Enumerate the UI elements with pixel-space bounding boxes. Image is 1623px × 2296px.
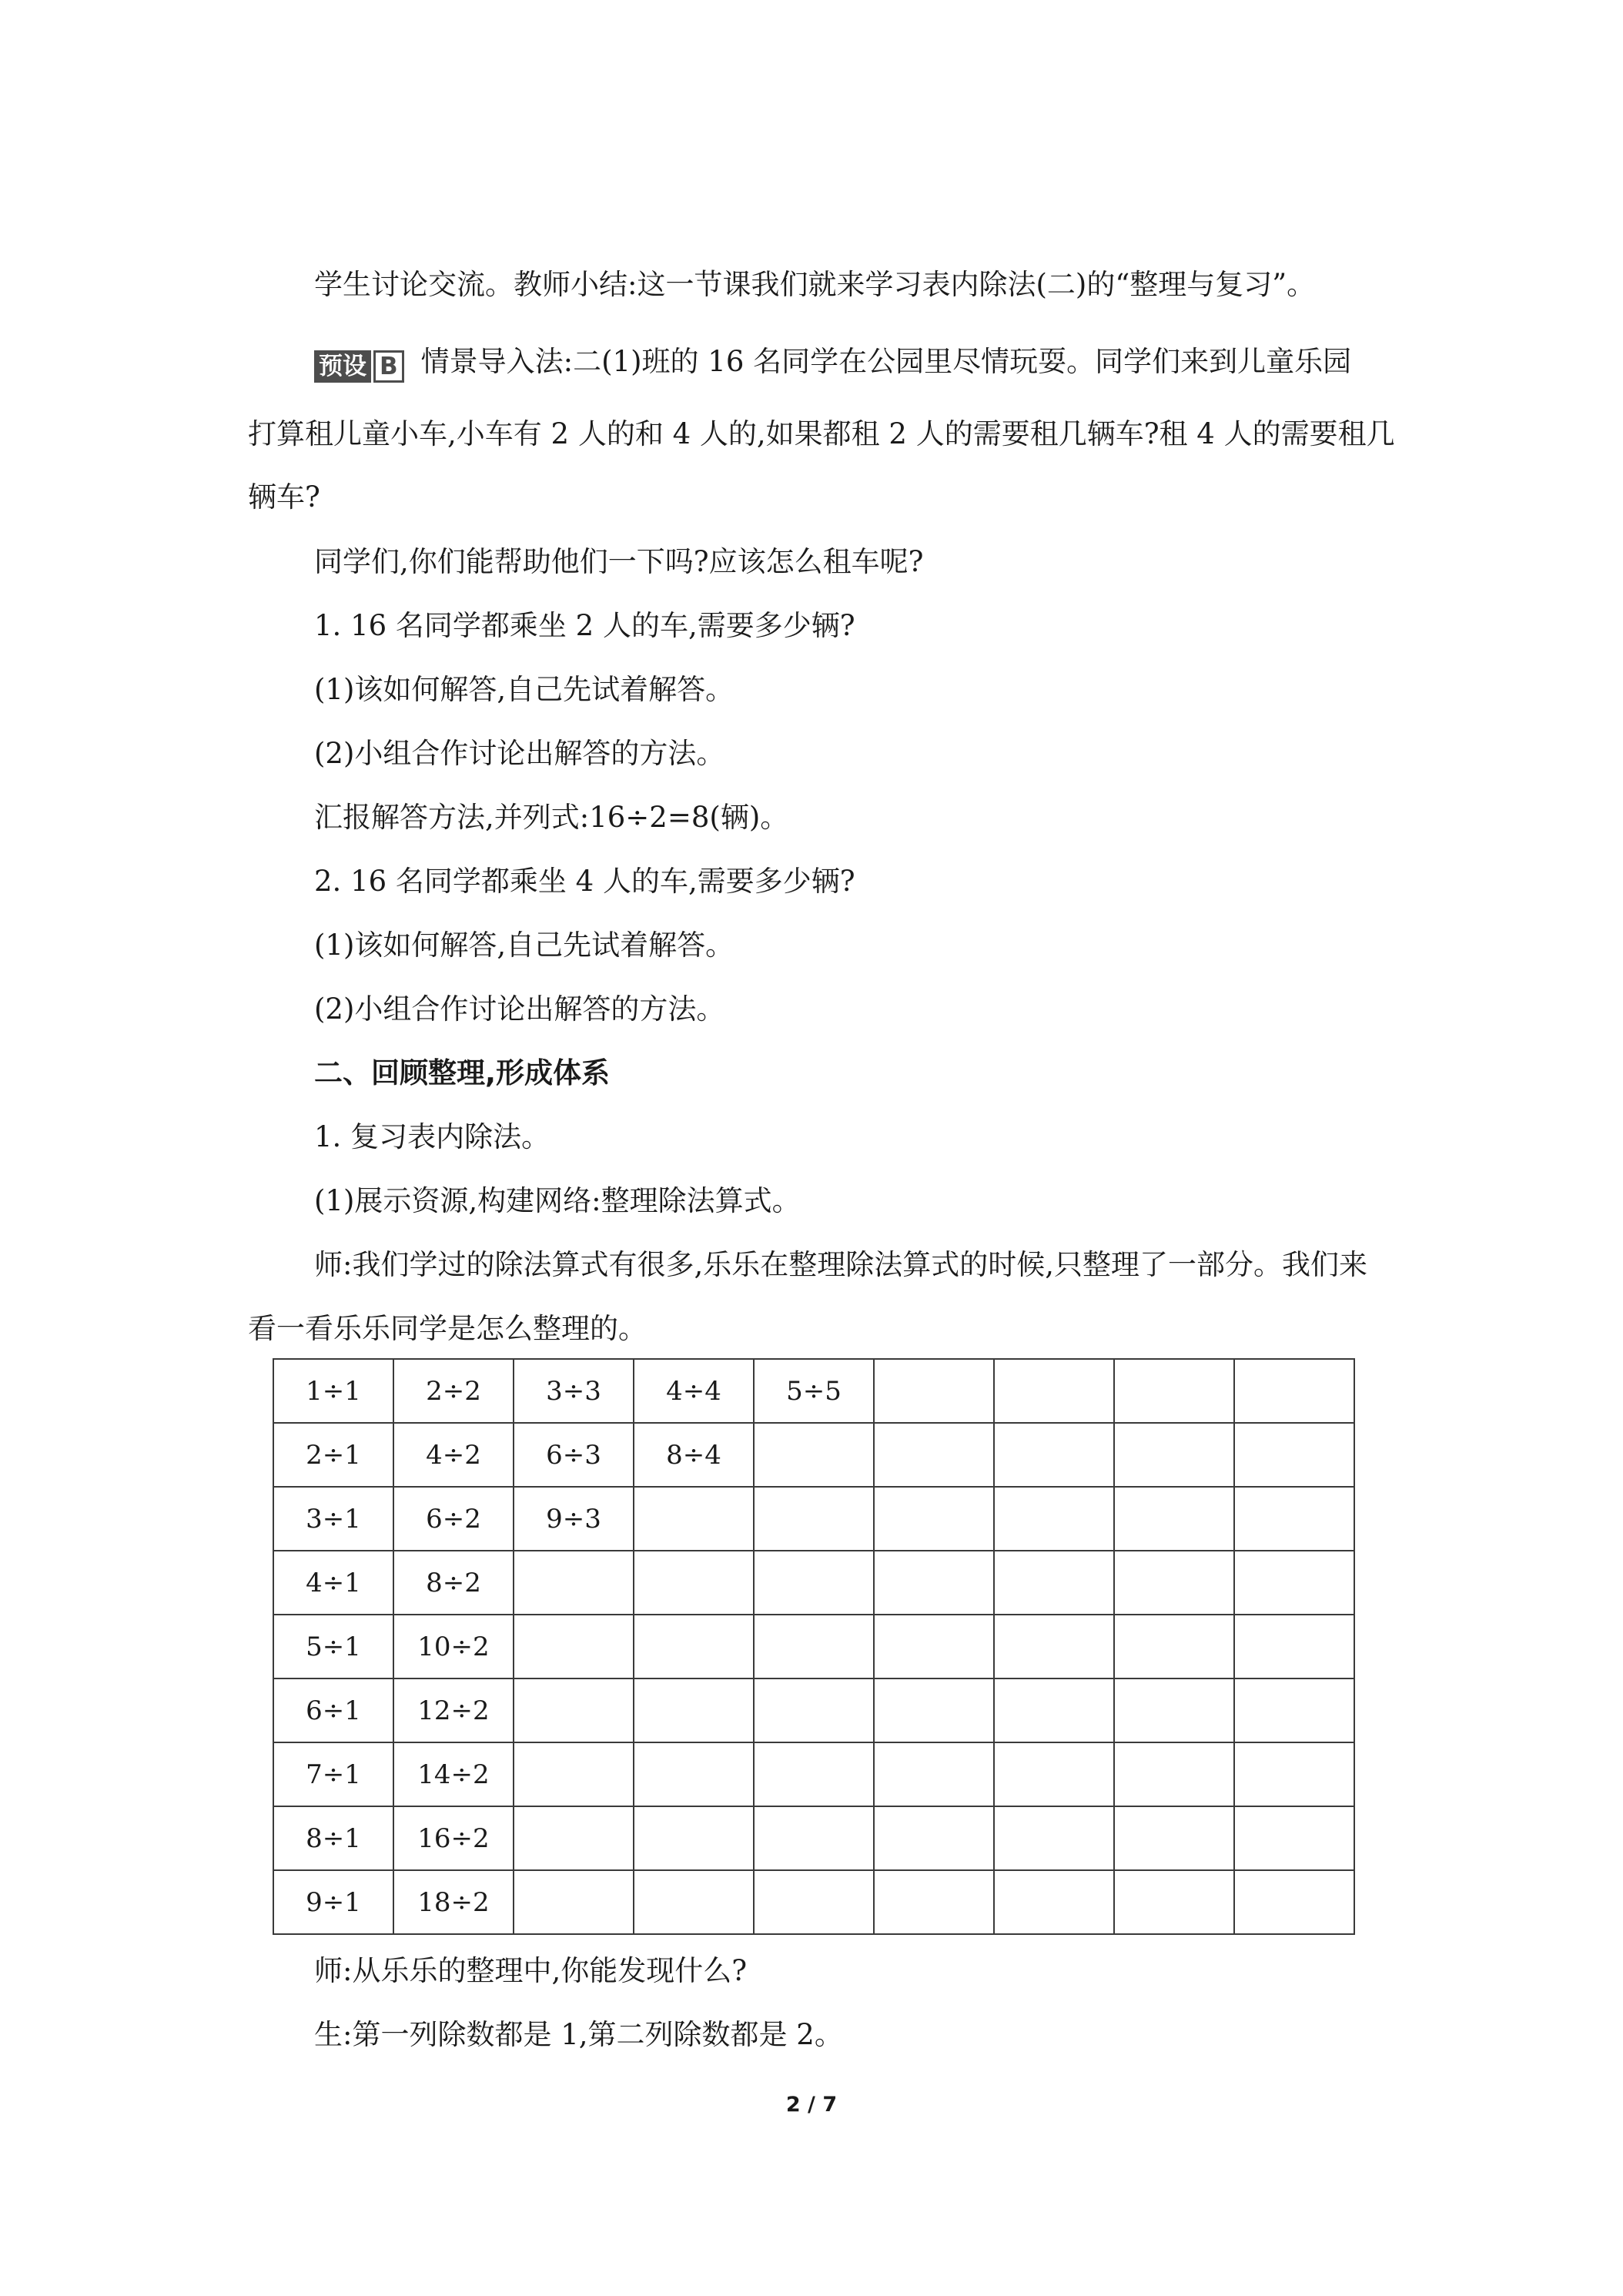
table-cell — [874, 1423, 994, 1487]
table-cell: 12÷2 — [393, 1678, 514, 1742]
table-cell: 9÷3 — [514, 1487, 634, 1551]
paragraph-student-answer: 生:第一列除数都是 1,第二列除数都是 2。 — [314, 2018, 843, 2051]
table-cell: 6÷2 — [393, 1487, 514, 1551]
table-cell — [1234, 1870, 1354, 1934]
table-cell: 5÷1 — [273, 1615, 393, 1678]
table-cell — [634, 1678, 754, 1742]
table-cell — [1234, 1359, 1354, 1423]
table-cell — [754, 1742, 874, 1806]
table-row — [273, 1487, 1354, 1551]
table-cell — [634, 1742, 754, 1806]
paragraph-teacher-question: 师:从乐乐的整理中,你能发现什么? — [314, 1954, 748, 1987]
table-row — [273, 1423, 1354, 1487]
table-cell: 18÷2 — [393, 1870, 514, 1934]
table-cell — [874, 1742, 994, 1806]
preset-b-badge — [314, 350, 404, 383]
table-cell: 7÷1 — [273, 1742, 393, 1806]
table-row — [273, 1806, 1354, 1870]
table-cell — [994, 1742, 1114, 1806]
table-cell — [634, 1615, 754, 1678]
table-cell — [1114, 1423, 1234, 1487]
table-cell: 10÷2 — [393, 1615, 514, 1678]
table-cell — [1114, 1806, 1234, 1870]
table-cell — [514, 1806, 634, 1870]
table-cell: 8÷1 — [273, 1806, 393, 1870]
table-cell: 5÷5 — [754, 1359, 874, 1423]
paragraph-review-division: 1. 复习表内除法。 — [314, 1120, 550, 1153]
table-row — [273, 1359, 1354, 1423]
table-cell: 2÷1 — [273, 1423, 393, 1487]
table-cell — [1234, 1423, 1354, 1487]
section-heading: 二、回顾整理,形成体系 — [314, 1056, 611, 1089]
table-cell — [874, 1615, 994, 1678]
table-row — [273, 1742, 1354, 1806]
table-cell: 2÷2 — [393, 1359, 514, 1423]
table-cell — [514, 1678, 634, 1742]
table-cell — [754, 1870, 874, 1934]
table-cell — [1114, 1359, 1234, 1423]
division-table — [273, 1358, 1355, 1935]
table-cell: 8÷2 — [393, 1551, 514, 1615]
table-cell — [754, 1806, 874, 1870]
table-cell: 4÷1 — [273, 1551, 393, 1615]
table-cell — [1114, 1487, 1234, 1551]
paragraph-summary: 学生讨论交流。教师小结:这一节课我们就来学习表内除法(二)的“整理与复习”。 — [314, 268, 1316, 301]
table-cell: 16÷2 — [393, 1806, 514, 1870]
table-row — [273, 1678, 1354, 1742]
preset-badge-label: 预设 — [314, 350, 371, 383]
scenario-text-line3: 辆车? — [248, 480, 320, 514]
table-cell — [1234, 1551, 1354, 1615]
table-cell: 4÷2 — [393, 1423, 514, 1487]
table-cell — [1114, 1615, 1234, 1678]
table-cell: 6÷1 — [273, 1678, 393, 1742]
paragraph-report-answer: 汇报解答方法,并列式:16÷2=8(辆)。 — [314, 801, 789, 834]
table-cell — [1234, 1678, 1354, 1742]
paragraph-teacher-line2: 看一看乐乐同学是怎么整理的。 — [248, 1312, 647, 1345]
table-cell — [514, 1551, 634, 1615]
table-row — [273, 1870, 1354, 1934]
table-cell — [994, 1806, 1114, 1870]
table-cell — [754, 1678, 874, 1742]
paragraph-problem-1-step-1: (1)该如何解答,自己先试着解答。 — [314, 673, 735, 706]
paragraph-show-resources: (1)展示资源,构建网络:整理除法算式。 — [314, 1184, 801, 1217]
table-cell: 1÷1 — [273, 1359, 393, 1423]
table-cell — [754, 1615, 874, 1678]
table-cell — [754, 1487, 874, 1551]
table-cell — [874, 1359, 994, 1423]
table-cell — [874, 1870, 994, 1934]
table-cell: 14÷2 — [393, 1742, 514, 1806]
table-cell: 3÷3 — [514, 1359, 634, 1423]
table-cell: 4÷4 — [634, 1359, 754, 1423]
page-number: 2 / 7 — [785, 2093, 838, 2117]
paragraph-problem-2-step-1: (1)该如何解答,自己先试着解答。 — [314, 929, 735, 962]
table-row — [273, 1615, 1354, 1678]
paragraph-problem-2-step-2: (2)小组合作讨论出解答的方法。 — [314, 992, 725, 1026]
table-cell — [634, 1870, 754, 1934]
table-cell — [754, 1423, 874, 1487]
table-cell: 3÷1 — [273, 1487, 393, 1551]
table-cell — [994, 1359, 1114, 1423]
preset-badge-letter: B — [373, 350, 404, 383]
table-cell — [994, 1615, 1114, 1678]
table-cell — [634, 1551, 754, 1615]
table-cell — [994, 1551, 1114, 1615]
table-cell — [1234, 1487, 1354, 1551]
table-cell — [874, 1487, 994, 1551]
table-cell — [1114, 1742, 1234, 1806]
table-cell — [874, 1551, 994, 1615]
table-cell — [874, 1806, 994, 1870]
table-cell — [1114, 1870, 1234, 1934]
table-cell — [754, 1551, 874, 1615]
paragraph-problem-1-step-2: (2)小组合作讨论出解答的方法。 — [314, 737, 725, 770]
table-cell — [994, 1487, 1114, 1551]
table-cell — [1234, 1806, 1354, 1870]
scenario-text-line2: 打算租儿童小车,小车有 2 人的和 4 人的,如果都租 2 人的需要租几辆车?租 4 人的需要租几 — [248, 417, 1395, 450]
paragraph-problem-1: 1. 16 名同学都乘坐 2 人的车,需要多少辆? — [314, 609, 855, 642]
paragraph-scenario-intro — [314, 343, 1351, 383]
table-cell — [634, 1487, 754, 1551]
table-row — [273, 1551, 1354, 1615]
table-cell — [514, 1742, 634, 1806]
table-cell — [994, 1423, 1114, 1487]
paragraph-problem-2: 2. 16 名同学都乘坐 4 人的车,需要多少辆? — [314, 865, 855, 898]
table-cell: 6÷3 — [514, 1423, 634, 1487]
table-cell: 9÷1 — [273, 1870, 393, 1934]
table-cell — [1234, 1615, 1354, 1678]
table-cell — [514, 1615, 634, 1678]
paragraph-question: 同学们,你们能帮助他们一下吗?应该怎么租车呢? — [314, 545, 924, 578]
table-cell — [1114, 1678, 1234, 1742]
table-cell — [1114, 1551, 1234, 1615]
table-cell — [994, 1870, 1114, 1934]
table-cell — [1234, 1742, 1354, 1806]
table-cell: 8÷4 — [634, 1423, 754, 1487]
table-cell — [514, 1870, 634, 1934]
scenario-text-line1: 情景导入法:二(1)班的 16 名同学在公园里尽情玩耍。同学们来到儿童乐园 — [420, 345, 1352, 378]
table-cell — [874, 1678, 994, 1742]
paragraph-teacher-line1: 师:我们学过的除法算式有很多,乐乐在整理除法算式的时候,只整理了一部分。我们来 — [314, 1248, 1367, 1281]
table-cell — [994, 1678, 1114, 1742]
table-cell — [634, 1806, 754, 1870]
